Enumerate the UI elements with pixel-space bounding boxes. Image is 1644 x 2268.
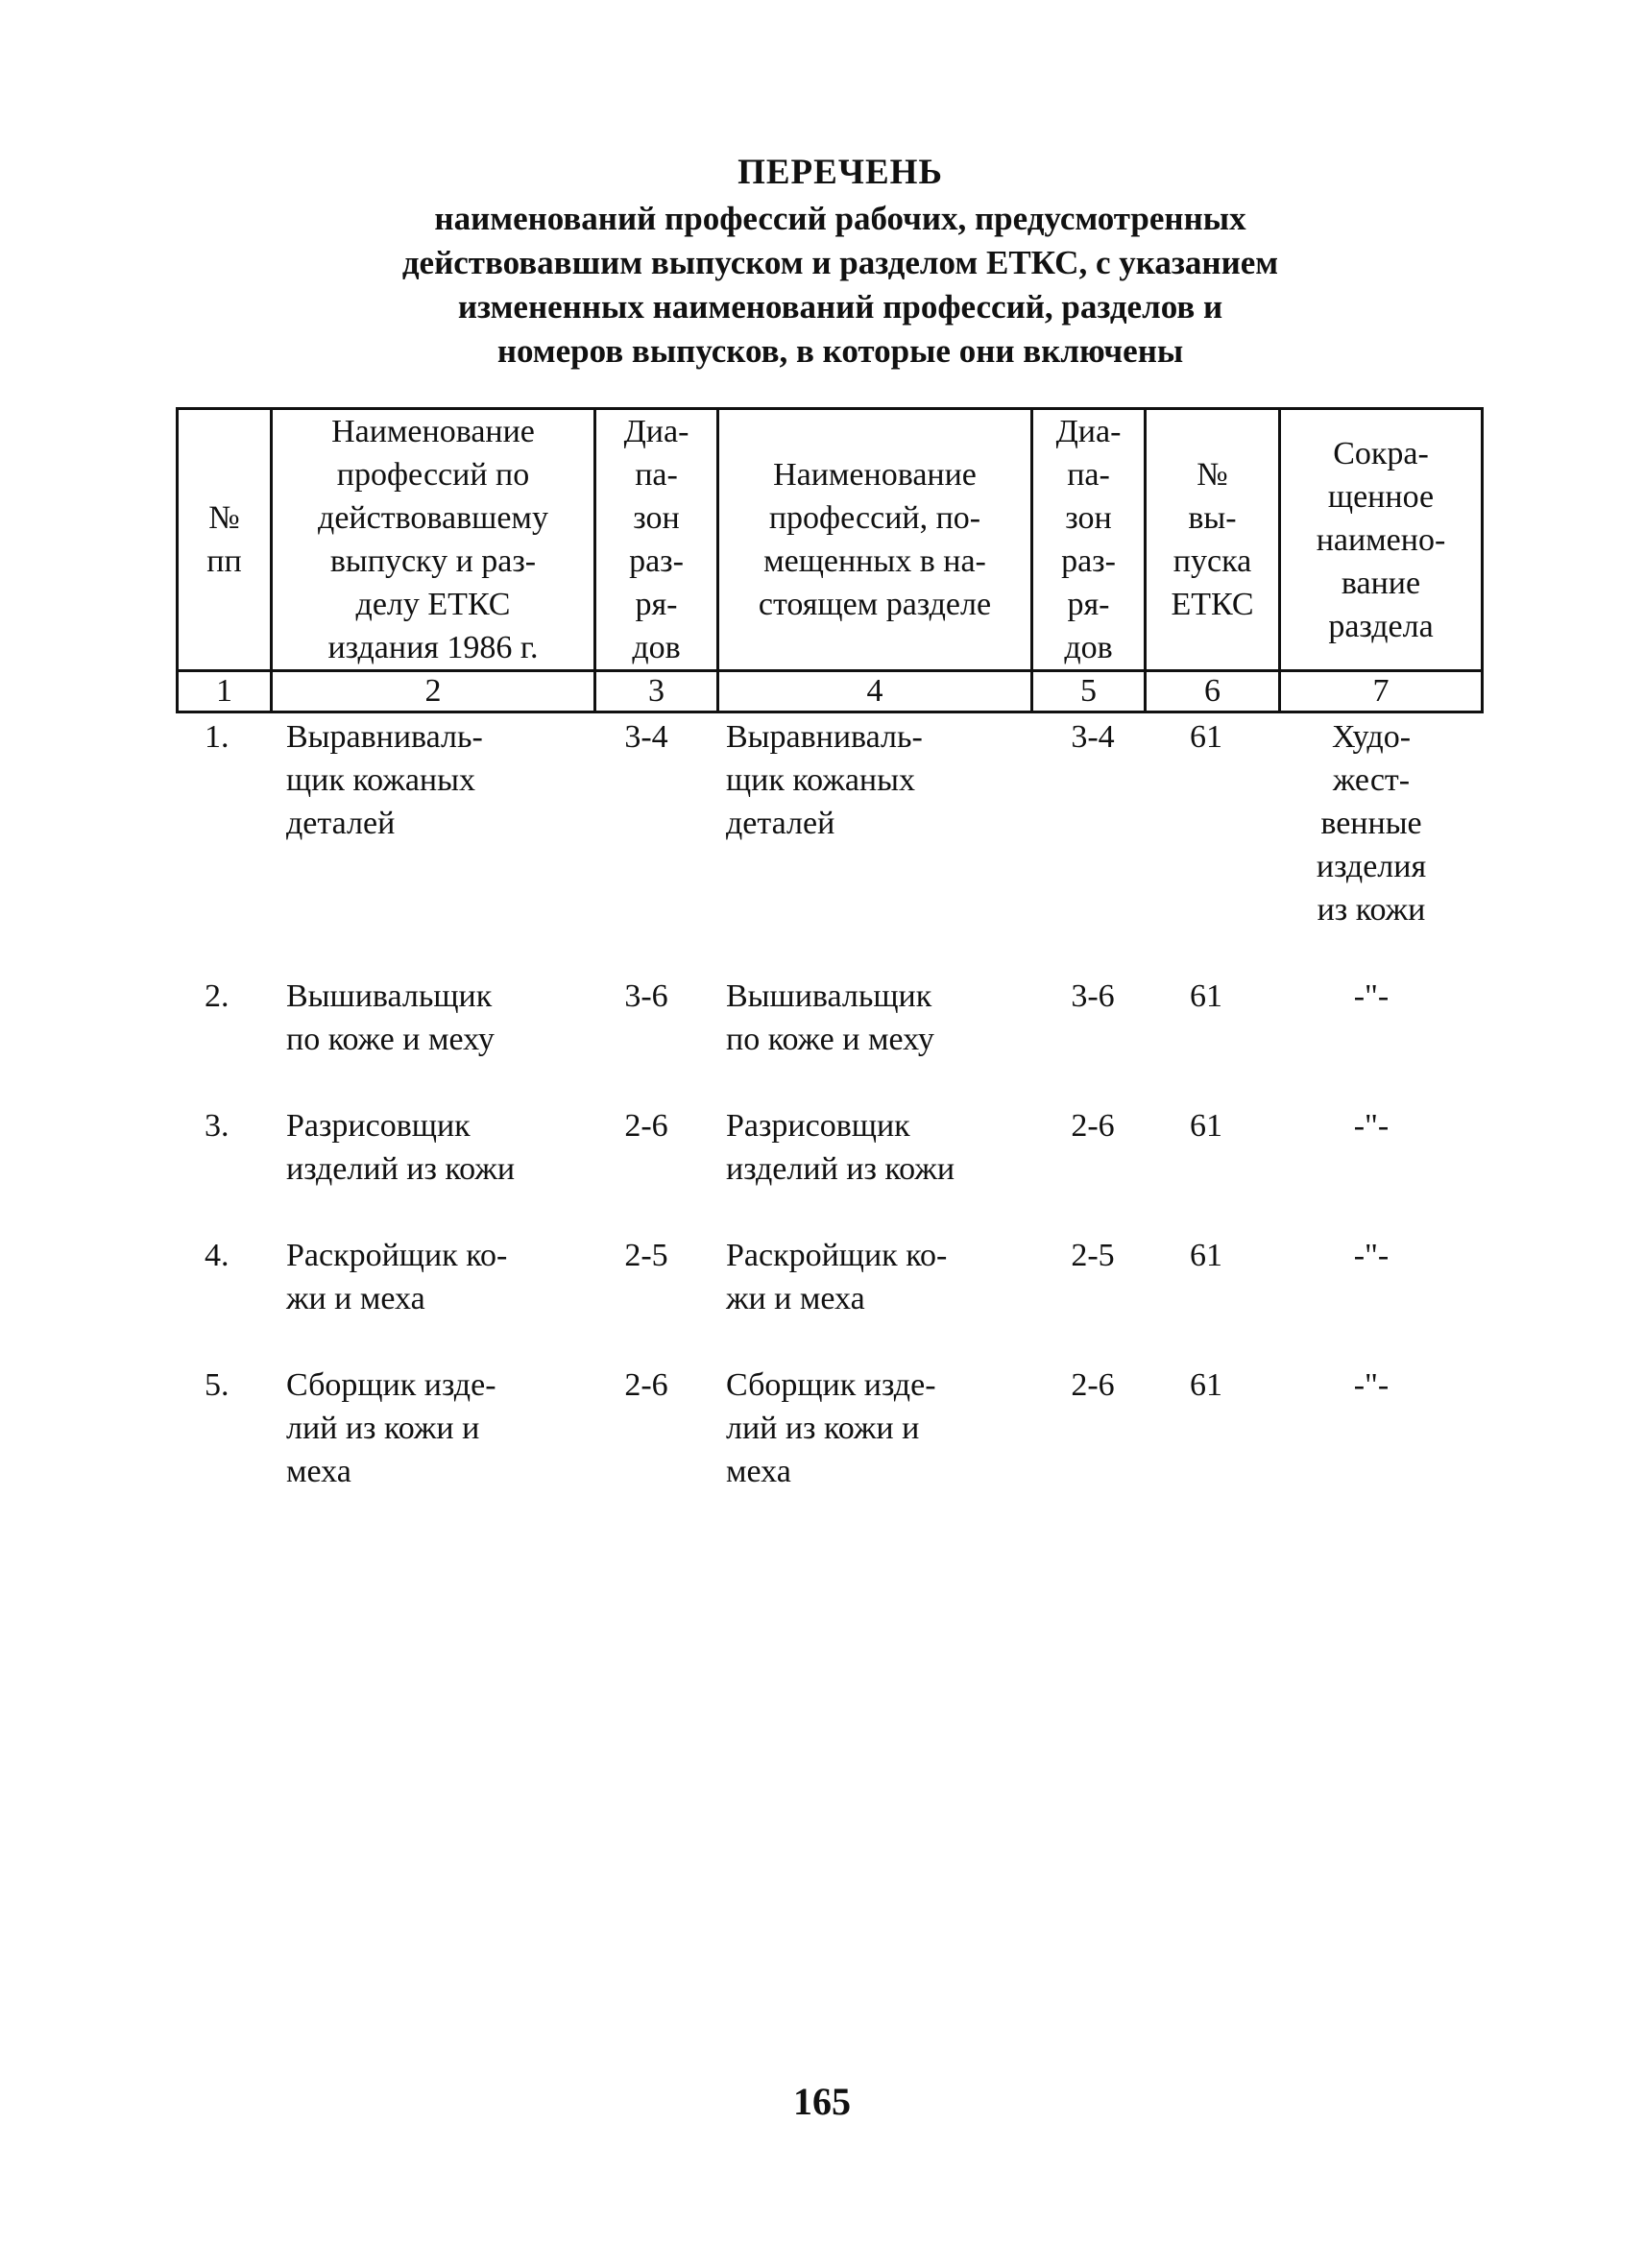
section-short-name-line: изделия — [1316, 849, 1427, 884]
new-profession-name-line: изделий из кожи — [726, 1151, 955, 1187]
header-line: па- — [1067, 457, 1110, 493]
new-grade-range: 2-5 — [1071, 1238, 1115, 1273]
old-profession-name-line: лий из кожи и — [286, 1411, 480, 1446]
document-heading — [288, 149, 1392, 374]
column-number: 5 — [1032, 671, 1146, 712]
section-short-name-line: из кожи — [1317, 892, 1426, 928]
old-profession-name-line: Выравниваль- — [286, 719, 483, 755]
column-number: 7 — [1280, 671, 1483, 712]
row-number: 4. — [205, 1238, 230, 1273]
header-line: зон — [633, 500, 680, 536]
col-header-old-name — [272, 409, 595, 671]
header-line: № — [208, 500, 240, 536]
header-line: наимено- — [1316, 521, 1446, 558]
new-profession-name-line: Разрисовщик — [726, 1108, 910, 1144]
section-short-name — [1280, 1104, 1463, 1147]
old-profession-name-line: щик кожаных — [286, 762, 475, 798]
subtitle-line: номеров выпусков, в которые они включены — [496, 332, 1184, 370]
row-number: 1. — [205, 719, 230, 755]
old-profession-name — [286, 975, 584, 1061]
column-number-row — [178, 671, 1483, 712]
header-line: Сокра- — [1333, 435, 1429, 471]
section-short-name — [1280, 975, 1463, 1018]
section-short-name-line: -"- — [1353, 1367, 1390, 1403]
section-short-name-line: -"- — [1353, 978, 1390, 1014]
header-line: мещенных в на- — [763, 543, 986, 579]
header-line: щенное — [1327, 478, 1435, 515]
new-profession-name-line: лий из кожи и — [726, 1411, 920, 1446]
issue-number: 61 — [1190, 978, 1222, 1014]
issue-number: 61 — [1190, 1108, 1222, 1144]
table-body — [176, 715, 1481, 1493]
old-profession-name-line: деталей — [286, 806, 396, 841]
old-profession-name — [286, 1363, 584, 1493]
section-short-name — [1280, 715, 1463, 931]
header-line: зон — [1065, 500, 1112, 536]
header-line: ря- — [1067, 587, 1110, 622]
subtitle-line: наименований профессий рабочих, предусмотренных — [434, 200, 1246, 237]
new-profession-name-line: щик кожаных — [726, 762, 915, 798]
new-profession-name-line: Вышивальщик — [726, 978, 932, 1014]
table-row — [176, 1234, 1481, 1363]
issue-number: 61 — [1190, 1238, 1222, 1273]
new-grade-range: 2-6 — [1071, 1367, 1115, 1403]
header-line: Наименование — [331, 414, 535, 449]
column-number: 6 — [1146, 671, 1280, 712]
col-header-new-range — [1032, 409, 1146, 671]
section-short-name-line: -"- — [1353, 1238, 1390, 1273]
section-short-name — [1280, 1363, 1463, 1407]
old-profession-name-line: по коже и меху — [286, 1022, 495, 1057]
section-short-name-line: -"- — [1353, 1108, 1390, 1144]
col-header-number — [178, 409, 272, 671]
row-number: 5. — [205, 1367, 230, 1403]
old-profession-name — [286, 1104, 584, 1191]
column-number: 4 — [718, 671, 1032, 712]
col-header-issue — [1146, 409, 1280, 671]
column-number: 2 — [272, 671, 595, 712]
header-line: профессий по — [336, 457, 530, 493]
section-short-name-line: жест- — [1332, 762, 1411, 798]
col-header-new-name — [718, 409, 1032, 671]
old-profession-name-line: Вышивальщик — [286, 978, 493, 1014]
section-short-name-line: Худо- — [1331, 719, 1412, 755]
issue-number: 61 — [1190, 719, 1222, 755]
old-profession-name-line: Разрисовщик — [286, 1108, 471, 1144]
header-line: издания 1986 г. — [327, 630, 539, 665]
column-number: 3 — [595, 671, 718, 712]
section-short-name-line: венные — [1320, 806, 1422, 841]
old-profession-name-line: Раскройщик ко- — [286, 1238, 508, 1273]
new-profession-name-line: Раскройщик ко- — [726, 1238, 948, 1273]
old-profession-name — [286, 715, 584, 845]
issue-number: 61 — [1190, 1367, 1222, 1403]
old-profession-name-line: изделий из кожи — [286, 1151, 516, 1187]
header-line: па- — [635, 457, 678, 493]
header-line: № — [1197, 457, 1228, 493]
new-profession-name — [726, 1363, 1033, 1493]
header-line: Диа- — [1055, 414, 1122, 449]
old-profession-name-line: меха — [286, 1454, 351, 1489]
header-line: ря- — [635, 587, 678, 622]
header-line: дов — [632, 630, 681, 665]
table-row — [176, 975, 1481, 1104]
old-grade-range: 2-6 — [624, 1367, 668, 1403]
table-row — [176, 715, 1481, 975]
subtitle-line: измененных наименований профессий, разделов и — [457, 288, 1223, 326]
col-header-old-range — [595, 409, 718, 671]
new-profession-name-line: Сборщик изде- — [726, 1367, 936, 1403]
header-line: пуска — [1173, 543, 1252, 579]
document-title: ПЕРЕЧЕНЬ — [737, 153, 943, 192]
header-line: вание — [1341, 565, 1421, 601]
new-profession-name-line: Выравниваль- — [726, 719, 923, 755]
old-profession-name — [286, 1234, 584, 1320]
header-line: действовавшему — [318, 500, 548, 536]
header-line: пп — [206, 543, 242, 579]
new-profession-name — [726, 715, 1033, 845]
old-grade-range: 2-5 — [624, 1238, 668, 1273]
page-number: 165 — [793, 2080, 851, 2123]
new-grade-range: 3-6 — [1071, 978, 1115, 1014]
header-line: раз- — [629, 543, 684, 579]
header-line: стоящем разделе — [758, 587, 992, 622]
column-number: 1 — [178, 671, 272, 712]
header-line: профессий, по- — [768, 500, 981, 536]
new-profession-name-line: меха — [726, 1454, 791, 1489]
new-profession-name-line: деталей — [726, 806, 835, 841]
new-profession-name — [726, 975, 1033, 1061]
old-grade-range: 3-6 — [624, 978, 668, 1014]
row-number: 2. — [205, 978, 230, 1014]
section-short-name — [1280, 1234, 1463, 1277]
header-line: ЕТКС — [1171, 587, 1254, 622]
professions-table-header — [176, 407, 1484, 713]
table-row — [176, 1363, 1481, 1493]
header-row — [178, 409, 1483, 671]
header-line: Диа- — [623, 414, 689, 449]
subtitle-line: действовавшим выпуском и разделом ЕТКС, с указанием — [401, 244, 1279, 281]
header-line: дов — [1064, 630, 1113, 665]
header-line: раздела — [1328, 608, 1434, 644]
old-profession-name-line: жи и меха — [286, 1281, 425, 1316]
header-line: раз- — [1061, 543, 1116, 579]
old-grade-range: 2-6 — [624, 1108, 668, 1144]
new-grade-range: 3-4 — [1071, 719, 1115, 755]
row-number: 3. — [205, 1108, 230, 1144]
new-profession-name-line: по коже и меху — [726, 1022, 934, 1057]
header-line: Наименование — [773, 457, 977, 493]
old-grade-range: 3-4 — [624, 719, 668, 755]
old-profession-name-line: Сборщик изде- — [286, 1367, 496, 1403]
header-line: выпуску и раз- — [329, 543, 537, 579]
new-profession-name-line: жи и меха — [726, 1281, 865, 1316]
new-profession-name — [726, 1104, 1033, 1191]
header-line: делу ЕТКС — [355, 587, 511, 622]
table-row — [176, 1104, 1481, 1234]
new-profession-name — [726, 1234, 1033, 1320]
new-grade-range: 2-6 — [1071, 1108, 1115, 1144]
col-header-section — [1280, 409, 1483, 671]
header-line: вы- — [1188, 500, 1237, 536]
